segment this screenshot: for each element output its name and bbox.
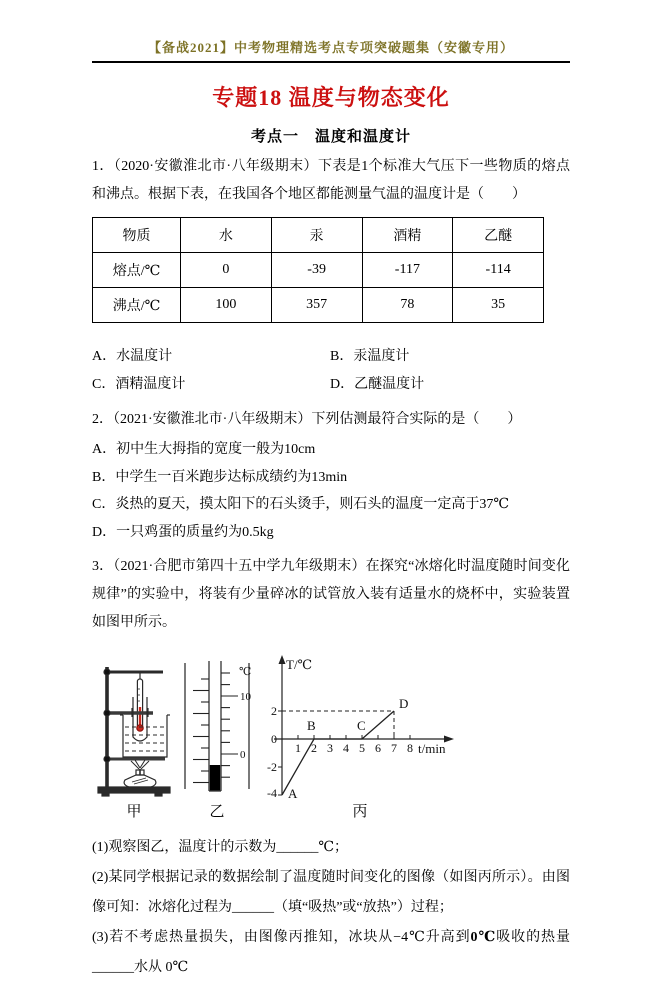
svg-text:6: 6 xyxy=(375,741,381,755)
figure-jia-apparatus xyxy=(94,651,174,821)
substance-table xyxy=(92,217,544,323)
y-axis-title: T/℃ xyxy=(286,657,313,672)
table-cell: -117 xyxy=(362,253,453,288)
clamp-knob xyxy=(104,756,110,762)
svg-text:7: 7 xyxy=(391,741,397,755)
x-tick-labels xyxy=(295,741,413,755)
table-header-cell: 水 xyxy=(181,218,272,253)
scale-ticks-left xyxy=(193,679,209,783)
q3-sub3-text-pre: (3)若不考虑热量损失，由图像丙推知，冰块从−4℃升高到 xyxy=(92,930,471,945)
x-axis-title: t/min xyxy=(418,741,446,756)
svg-text:2: 2 xyxy=(271,704,277,718)
table-cell: -114 xyxy=(453,253,544,288)
q3-sub3-text-post: 吸收的热量______水从 0℃ xyxy=(92,930,570,975)
question-1-stem: 1．（2020·安徽淮北市·八年级期末）下表是1个标准大气压下一些物质的熔点和沸点。根据下表，在我国各个地区都能测量气温的温度计是（ ） xyxy=(92,159,570,202)
question-1-options xyxy=(92,343,570,399)
table-row-boiling-point xyxy=(93,288,544,323)
table-header-cell: 汞 xyxy=(271,218,362,253)
figure-row xyxy=(94,651,570,821)
point-label-d: D xyxy=(399,696,409,711)
section-heading: 考点一 温度和温度计 xyxy=(250,129,411,145)
q3-sub3-bold-value: 0℃ xyxy=(470,930,497,945)
question-2-stem: 2．（2021·安徽淮北市·八年级期末）下列估测最符合实际的是（ ） xyxy=(92,412,522,427)
figure-label-jia: 甲 xyxy=(126,804,142,820)
page-title: 专题18 温度与物态变化 xyxy=(212,85,450,110)
q3-sub-question-2: (2)某同学根据记录的数据绘制了温度随时间变化的图像（如图丙所示）。由图像可知：冰熔化过程为______（填“吸热”或“放热”）过程； xyxy=(92,870,570,915)
svg-text:0: 0 xyxy=(271,732,277,746)
table-cell: 熔点/℃ xyxy=(93,253,181,288)
table-cell: 78 xyxy=(362,288,453,323)
page-header: 【备战2021】中考物理精选考点专项突破题集（安徽专用） xyxy=(147,40,514,55)
y-axis-arrow xyxy=(279,655,286,664)
figure-yi-thermometer xyxy=(182,651,252,821)
point-label-a: A xyxy=(288,786,298,801)
table-cell: 沸点/℃ xyxy=(93,288,181,323)
svg-text:-4: -4 xyxy=(267,786,277,800)
question-3-stem: 3．（2021·合肥市第四十五中学九年级期末）在探究“冰熔化时温度随时间变化规律”的实验中，将装有少量碎冰的试管放入装有适量水的烧杯中，实验装置如图甲所示。 xyxy=(92,559,570,630)
svg-text:3: 3 xyxy=(327,741,333,755)
table-cell: 0 xyxy=(181,253,272,288)
table-cell: 100 xyxy=(181,288,272,323)
svg-text:4: 4 xyxy=(343,741,349,755)
svg-text:5: 5 xyxy=(359,741,365,755)
mercury-column xyxy=(210,765,220,790)
question-2-options xyxy=(92,436,570,546)
q1-option-a: A．水温度计 xyxy=(92,349,173,364)
thermometer-bulb xyxy=(137,725,143,731)
lamp-body xyxy=(124,775,156,787)
svg-text:8: 8 xyxy=(407,741,413,755)
table-header-row xyxy=(93,218,544,253)
figure-label-bing: 丙 xyxy=(352,804,368,820)
q1-option-c: C．酒精温度计 xyxy=(92,377,186,392)
thermometer-tick-10-label: 10 xyxy=(240,691,251,703)
q2-option-a: A．初中生大拇指的宽度一般为10cm xyxy=(92,442,316,457)
x-axis-arrow xyxy=(444,736,454,743)
thermometer-unit-label: ℃ xyxy=(239,666,252,678)
q1-option-d: D．乙醚温度计 xyxy=(330,377,425,392)
q2-option-c: C．炎热的夏天，摸太阳下的石头烫手，则石头的温度一定高于37℃ xyxy=(92,497,509,512)
flame xyxy=(131,760,149,769)
table-cell: -39 xyxy=(271,253,362,288)
q3-sub-question-3 xyxy=(92,923,570,983)
y-axis-ticks xyxy=(278,711,282,795)
q3-sub-question-1: (1)观察图乙，温度计的示数为______℃； xyxy=(92,840,348,855)
graph-drawing xyxy=(262,651,458,799)
svg-text:2: 2 xyxy=(311,741,317,755)
apparatus-drawing xyxy=(94,651,174,799)
table-cell: 35 xyxy=(453,288,544,323)
table-header-cell: 乙醚 xyxy=(453,218,544,253)
svg-text:1: 1 xyxy=(295,741,301,755)
point-label-c: C xyxy=(357,718,366,733)
point-label-b: B xyxy=(307,718,316,733)
table-row-melting-point xyxy=(93,253,544,288)
scale-ticks-right xyxy=(221,673,238,777)
stand-base xyxy=(98,787,170,793)
table-header-cell: 酒精 xyxy=(362,218,453,253)
clamp-knob xyxy=(104,669,110,675)
header-divider xyxy=(92,61,570,63)
svg-text:-2: -2 xyxy=(267,760,277,774)
figure-label-yi: 乙 xyxy=(209,804,225,820)
table-header-cell: 物质 xyxy=(93,218,181,253)
thermometer-tick-0-label: 0 xyxy=(240,749,246,761)
clamp-knob xyxy=(104,710,110,716)
q2-option-d: D．一只鸡蛋的质量约为0.5kg xyxy=(92,524,274,540)
y-tick-labels xyxy=(267,704,277,800)
q1-option-b: B．汞温度计 xyxy=(330,349,410,364)
thermometer-drawing xyxy=(182,651,252,799)
figure-bing-graph xyxy=(262,651,458,821)
q2-option-b: B．中学生一百米跑步达标成绩约为13min xyxy=(92,469,348,485)
table-cell: 357 xyxy=(271,288,362,323)
